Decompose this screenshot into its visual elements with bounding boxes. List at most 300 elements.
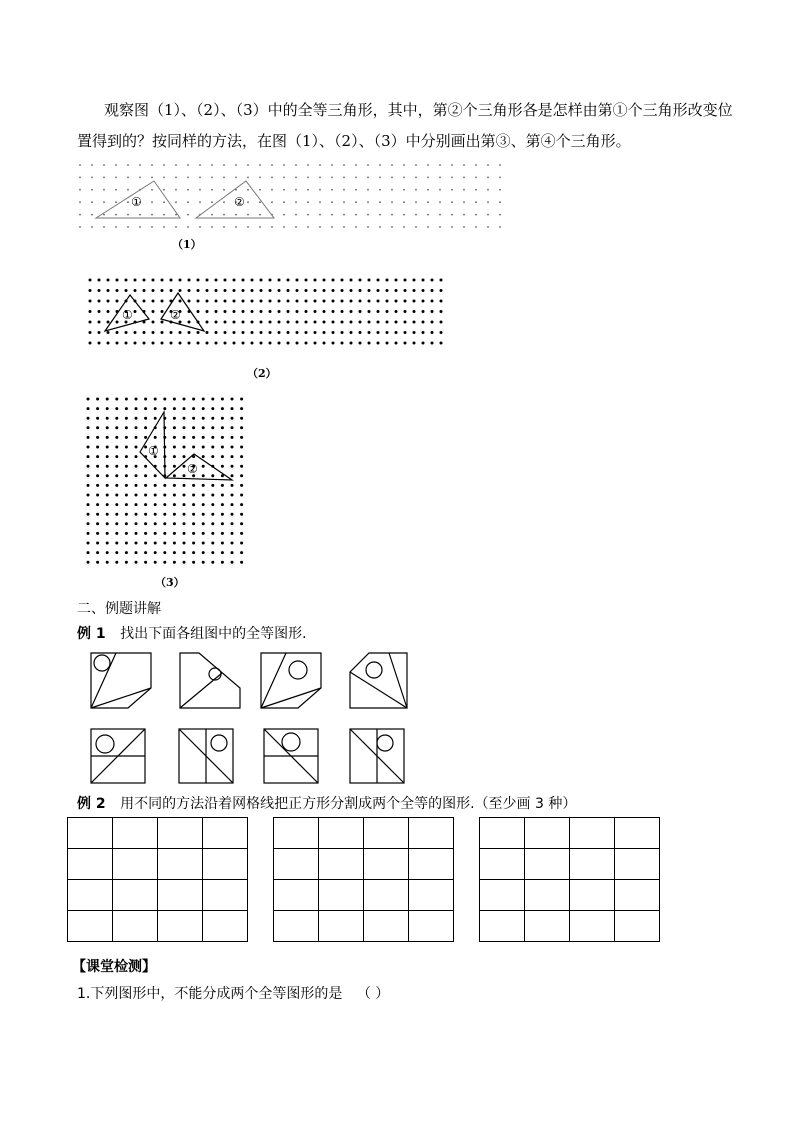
grid-dot [127,164,129,166]
grid-dot [103,214,105,216]
ex1-shape-1 [90,652,152,709]
grid-dot [96,513,99,516]
grid-dot [163,494,166,497]
grid-dot [161,331,164,334]
grid-dot [188,321,191,324]
grid-dot [135,398,138,401]
grid-dot [233,279,236,282]
grid-dot [359,331,362,334]
grid-dot [439,226,441,228]
grid-dot [295,201,297,203]
grid-dot [87,532,90,535]
grid-dot [183,426,186,429]
grid-dot [115,522,118,525]
grid-dot [305,279,308,282]
grid-dot [331,177,333,179]
grid-dot [87,551,90,554]
grid-dot [154,513,157,516]
grid-dot [106,426,109,429]
question-1-text: 1.下列图形中，不能分成两个全等图形的是 [77,986,343,1002]
grid-dot [163,214,165,216]
grid-dot [355,214,357,216]
grid-dot [386,331,389,334]
grid-dot [115,474,118,477]
grid-dot [332,310,335,313]
grid-dot [197,342,200,345]
grid-dot [295,164,297,166]
grid-dot [231,503,234,506]
grid-dot [197,300,200,303]
figure-3-caption: （3） [155,576,185,589]
fig2-label-1: ① [122,308,133,322]
grid-dot [331,226,333,228]
grid-dot [202,398,205,401]
grid-dot [211,398,214,401]
figure-1-dot-grid [76,160,506,240]
grid-dot [106,484,109,487]
grid-dot [87,407,90,410]
grid-dot [386,342,389,345]
grid-dot [144,551,147,554]
grid-dot [319,226,321,228]
grid-dot [283,226,285,228]
grid-dot [116,279,119,282]
grid-dot [135,494,138,497]
grid-dot [231,484,234,487]
grid-dot [314,300,317,303]
grid-dot [269,342,272,345]
grid-dot [106,465,109,468]
grid-dot [175,177,177,179]
grid-dot [240,513,243,516]
grid-dot [341,331,344,334]
grid-dot [283,177,285,179]
grid-dot [79,214,81,216]
grid-dot [367,177,369,179]
grid-dot [144,407,147,410]
grid-dot [499,226,501,228]
grid-dot [202,417,205,420]
grid-dot [295,189,297,191]
grid-dot [144,446,147,449]
grid-dot [211,177,213,179]
grid-dot [161,279,164,282]
ex2-grid-2[interactable] [273,817,454,942]
grid-dot [127,189,129,191]
grid-dot [359,310,362,313]
grid-dot [386,279,389,282]
grid-dot [240,522,243,525]
grid-dot [343,226,345,228]
grid-dot [152,289,155,292]
grid-dot [331,164,333,166]
grid-dot [341,289,344,292]
grid-dot [305,300,308,303]
grid-dot [125,436,128,439]
grid-dot [240,561,243,564]
grid-dot [87,513,90,516]
grid-dot [240,474,243,477]
grid-dot [271,226,273,228]
grid-dot [211,494,214,497]
grid-dot [173,551,176,554]
grid-dot [221,494,224,497]
grid-dot [179,300,182,303]
grid-dot [192,484,195,487]
grid-dot [386,310,389,313]
grid-dot [91,201,93,203]
grid-dot [499,177,501,179]
grid-dot [151,201,153,203]
grid-dot [463,189,465,191]
grid-dot [170,342,173,345]
grid-dot [350,300,353,303]
grid-dot [125,522,128,525]
grid-dot [151,189,153,191]
grid-dot [175,201,177,203]
grid-dot [377,342,380,345]
grid-dot [215,321,218,324]
grid-dot [106,474,109,477]
grid-dot [224,279,227,282]
grid-dot [152,331,155,334]
grid-dot [202,436,205,439]
grid-dot [368,289,371,292]
grid-dot [240,455,243,458]
grid-dot [188,331,191,334]
grid-dot [125,331,128,334]
grid-dot [154,407,157,410]
grid-dot [115,201,117,203]
grid-dot [125,465,128,468]
grid-dot [127,201,129,203]
grid-dot [223,214,225,216]
grid-dot [91,189,93,191]
grid-dot [343,177,345,179]
grid-dot [319,201,321,203]
grid-dot [259,177,261,179]
grid-dot [403,189,405,191]
grid-dot [206,300,209,303]
grid-dot [202,484,205,487]
grid-dot [152,310,155,313]
grid-dot [240,465,243,468]
grid-dot [367,164,369,166]
grid-dot [211,214,213,216]
grid-dot [135,474,138,477]
grid-dot [173,407,176,410]
grid-dot [163,551,166,554]
grid-dot [143,300,146,303]
grid-dot [359,342,362,345]
grid-dot [107,331,110,334]
grid-dot [163,532,166,535]
grid-dot [89,331,92,334]
grid-dot [323,300,326,303]
grid-dot [206,279,209,282]
grid-dot [391,189,393,191]
grid-dot [211,513,214,516]
grid-dot [415,226,417,228]
grid-dot [287,331,290,334]
grid-dot [199,177,201,179]
grid-dot [103,201,105,203]
grid-dot [144,465,147,468]
grid-dot [179,289,182,292]
grid-dot [215,289,218,292]
grid-dot [242,321,245,324]
grid-dot [475,164,477,166]
grid-dot [98,321,101,324]
grid-dot [251,342,254,345]
grid-dot [403,177,405,179]
grid-dot [211,164,213,166]
grid-dot [350,342,353,345]
grid-dot [199,201,201,203]
grid-dot [359,300,362,303]
ex1-shape-4 [349,652,411,709]
grid-dot [221,484,224,487]
grid-dot [296,279,299,282]
grid-dot [215,279,218,282]
grid-dot [179,342,182,345]
grid-dot [96,455,99,458]
grid-dot [224,310,227,313]
grid-dot [215,331,218,334]
grid-dot [224,300,227,303]
grid-dot [144,532,147,535]
grid-dot [135,417,138,420]
grid-dot [240,446,243,449]
grid-dot [96,465,99,468]
grid-dot [314,321,317,324]
grid-dot [269,331,272,334]
grid-dot [202,455,205,458]
grid-dot [404,300,407,303]
grid-dot [144,522,147,525]
grid-dot [106,551,109,554]
ex2-grid-1[interactable] [67,817,248,942]
grid-dot [391,164,393,166]
figure-2-dot-grid [86,276,446,346]
grid-dot [91,177,93,179]
grid-dot [106,542,109,545]
grid-dot [115,189,117,191]
grid-dot [278,331,281,334]
grid-dot [367,214,369,216]
grid-dot [96,522,99,525]
example-1-label: 例 1 [77,626,106,642]
grid-dot [211,407,214,410]
grid-dot [391,177,393,179]
grid-dot [135,542,138,545]
grid-dot [173,484,176,487]
grid-dot [192,561,195,564]
grid-dot [211,426,214,429]
grid-dot [192,398,195,401]
grid-dot [154,398,157,401]
grid-dot [251,321,254,324]
grid-dot [427,226,429,228]
grid-dot [287,310,290,313]
grid-dot [231,551,234,554]
grid-dot [152,342,155,345]
grid-dot [175,226,177,228]
intro-line-2: 置得到的？按同样的方法，在图（1）、（2）、（3）中分别画出第③、第④个三角形。 [77,132,631,150]
grid-dot [240,436,243,439]
grid-dot [314,331,317,334]
grid-dot [367,226,369,228]
grid-dot [395,300,398,303]
grid-dot [403,164,405,166]
grid-dot [422,300,425,303]
grid-dot [260,310,263,313]
fig2-label-2: ② [170,308,181,322]
grid-dot [235,214,237,216]
grid-dot [89,342,92,345]
grid-dot [98,300,101,303]
grid-dot [192,407,195,410]
grid-dot [319,189,321,191]
grid-dot [211,522,214,525]
grid-dot [332,300,335,303]
grid-dot [332,279,335,282]
grid-dot [247,214,249,216]
grid-dot [386,300,389,303]
grid-dot [163,513,166,516]
grid-dot [199,189,201,191]
grid-dot [144,494,147,497]
grid-dot [163,201,165,203]
grid-dot [89,300,92,303]
grid-dot [422,310,425,313]
grid-dot [295,177,297,179]
grid-dot [221,455,224,458]
grid-dot [183,484,186,487]
grid-dot [98,310,101,313]
grid-dot [314,310,317,313]
grid-dot [106,503,109,506]
grid-dot [115,226,117,228]
grid-dot [341,279,344,282]
grid-dot [125,342,128,345]
grid-dot [183,474,186,477]
grid-dot [314,279,317,282]
grid-dot [224,342,227,345]
grid-dot [135,465,138,468]
ex2-grid-3[interactable] [479,817,660,942]
grid-dot [192,503,195,506]
grid-dot [403,214,405,216]
grid-dot [116,321,119,324]
grid-dot [343,164,345,166]
grid-dot [403,226,405,228]
grid-dot [422,321,425,324]
grid-dot [173,503,176,506]
grid-dot [154,551,157,554]
grid-dot [96,417,99,420]
grid-dot [223,189,225,191]
grid-dot [415,177,417,179]
grid-dot [188,342,191,345]
grid-dot [107,300,110,303]
grid-dot [135,446,138,449]
grid-dot [439,201,441,203]
grid-dot [305,331,308,334]
grid-dot [175,189,177,191]
grid-dot [415,214,417,216]
grid-dot [247,177,249,179]
grid-dot [125,426,128,429]
grid-dot [206,331,209,334]
question-1-answer-blank[interactable]: （ ） [356,986,390,1002]
grid-dot [154,503,157,506]
grid-dot [211,484,214,487]
grid-dot [135,503,138,506]
grid-dot [269,321,272,324]
grid-dot [251,310,254,313]
grid-dot [211,446,214,449]
grid-dot [115,465,118,468]
grid-dot [260,331,263,334]
grid-dot [211,436,214,439]
grid-dot [295,226,297,228]
grid-dot [269,310,272,313]
grid-dot [475,201,477,203]
grid-dot [240,542,243,545]
classroom-heading: 【课堂检测】 [72,959,156,975]
grid-dot [233,300,236,303]
grid-dot [451,226,453,228]
grid-dot [79,226,81,228]
grid-dot [139,164,141,166]
grid-dot [223,164,225,166]
grid-dot [379,189,381,191]
grid-dot [96,494,99,497]
grid-dot [242,279,245,282]
grid-dot [151,214,153,216]
grid-dot [125,513,128,516]
grid-dot [106,561,109,564]
grid-dot [247,226,249,228]
grid-dot [106,407,109,410]
grid-dot [221,407,224,410]
grid-dot [183,436,186,439]
grid-dot [161,289,164,292]
grid-dot [115,513,118,516]
grid-dot [395,331,398,334]
grid-dot [173,455,176,458]
grid-dot [116,331,119,334]
grid-dot [115,214,117,216]
grid-dot [202,446,205,449]
figure-2-caption: （2） [247,367,277,380]
grid-dot [215,300,218,303]
grid-dot [231,561,234,564]
example-1-text: 找出下面各组图中的全等图形． [120,626,317,642]
grid-dot [154,561,157,564]
grid-dot [307,226,309,228]
grid-dot [183,407,186,410]
grid-dot [173,446,176,449]
grid-dot [79,189,81,191]
grid-dot [173,474,176,477]
grid-dot [355,226,357,228]
grid-dot [183,561,186,564]
grid-dot [463,226,465,228]
grid-dot [223,177,225,179]
grid-dot [359,289,362,292]
